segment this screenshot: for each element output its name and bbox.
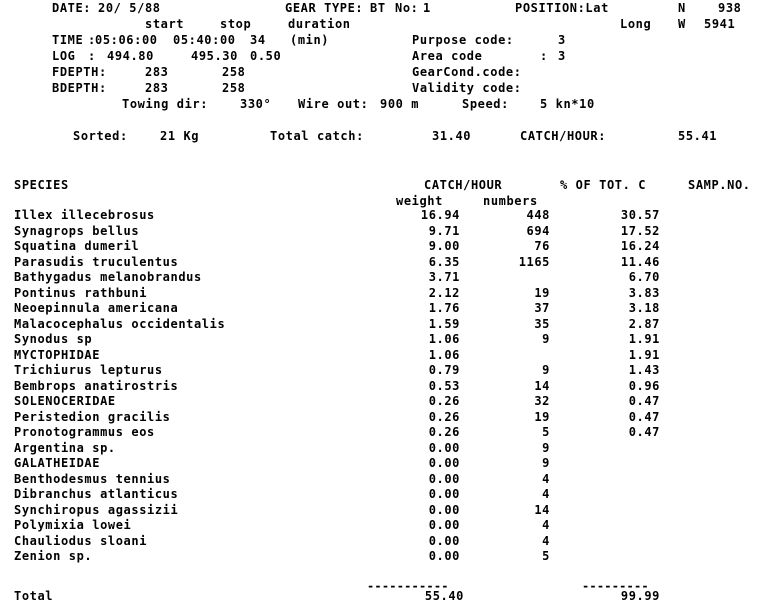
species-name: Chauliodus sloani <box>14 534 148 548</box>
species-numbers: 76 <box>534 239 550 253</box>
total-weight: 55.40 <box>424 589 464 603</box>
species-weight: 0.00 <box>428 487 460 501</box>
species-name: Synagrops bellus <box>14 224 140 238</box>
species-name: Parasudis truculentus <box>14 255 179 269</box>
no-value: 1 <box>423 1 431 15</box>
species-name: Synchiropus agassizii <box>14 503 179 517</box>
species-weight: 3.71 <box>428 270 460 284</box>
log-duration: 0.50 <box>250 49 282 63</box>
species-weight: 0.00 <box>428 549 460 563</box>
species-numbers: 14 <box>534 379 550 393</box>
species-pct: 11.46 <box>620 255 660 269</box>
weight-header: weight <box>396 194 443 208</box>
time-duration: 34 <box>250 33 266 47</box>
gearcond-label: GearCond.code: <box>412 65 522 79</box>
col-stop-header: stop <box>220 17 252 31</box>
species-numbers: 4 <box>542 518 550 532</box>
total-catch-label: Total catch: <box>270 129 364 143</box>
towing-value: 330° <box>240 97 272 111</box>
species-name: Pronotogrammus eos <box>14 425 155 439</box>
catch-hour-label: CATCH/HOUR: <box>520 129 607 143</box>
gear-type-label: GEAR TYPE: <box>285 1 364 15</box>
species-weight: 0.26 <box>428 410 460 424</box>
species-pct: 0.47 <box>628 394 660 408</box>
purpose-value: 3 <box>558 33 566 47</box>
species-pct: 16.24 <box>620 239 660 253</box>
log-colon: : <box>88 49 96 63</box>
species-name: Pontinus rathbuni <box>14 286 148 300</box>
species-weight: 0.00 <box>428 441 460 455</box>
species-weight: 1.76 <box>428 301 460 315</box>
samp-header: SAMP.NO. <box>688 178 751 192</box>
species-name: SOLENOCERIDAE <box>14 394 116 408</box>
species-pct: 1.43 <box>628 363 660 377</box>
species-weight: 0.26 <box>428 425 460 439</box>
species-numbers: 9 <box>542 332 550 346</box>
lat-dir: N <box>678 1 686 15</box>
position-label: POSITION:Lat <box>515 1 609 15</box>
species-name: Synodus sp <box>14 332 93 346</box>
log-stop: 495.30 <box>191 49 238 63</box>
species-numbers: 9 <box>542 456 550 470</box>
species-numbers: 9 <box>542 363 550 377</box>
species-numbers: 14 <box>534 503 550 517</box>
sorted-value: 21 Kg <box>160 129 200 143</box>
species-weight: 6.35 <box>428 255 460 269</box>
species-pct: 0.47 <box>628 425 660 439</box>
species-weight: 0.00 <box>428 472 460 486</box>
species-name: GALATHEIDAE <box>14 456 101 470</box>
separator-weight: ----------- <box>367 579 449 593</box>
bdepth-stop: 258 <box>222 81 246 95</box>
species-pct: 1.91 <box>628 348 660 362</box>
species-weight: 0.26 <box>428 394 460 408</box>
species-pct: 3.83 <box>628 286 660 300</box>
towing-label: Towing dir: <box>122 97 209 111</box>
species-numbers: 5 <box>542 549 550 563</box>
species-name: Argentina sp. <box>14 441 116 455</box>
catch-hour-value: 55.41 <box>678 129 718 143</box>
time-start: 05:06:00 <box>95 33 158 47</box>
col-duration-header: duration <box>288 17 351 31</box>
species-numbers: 19 <box>534 410 550 424</box>
species-weight: 1.06 <box>428 332 460 346</box>
species-name: Neoepinnula americana <box>14 301 179 315</box>
species-numbers: 4 <box>542 472 550 486</box>
time-stop: 05:40:00 <box>173 33 236 47</box>
species-numbers: 448 <box>526 208 550 222</box>
species-weight: 1.06 <box>428 348 460 362</box>
lat-value: 938 <box>718 1 742 15</box>
species-weight: 16.94 <box>420 208 460 222</box>
species-name: Malacocephalus occidentalis <box>14 317 226 331</box>
species-weight: 0.00 <box>428 456 460 470</box>
date-label: DATE: <box>52 1 92 15</box>
species-pct: 1.91 <box>628 332 660 346</box>
species-weight: 0.00 <box>428 534 460 548</box>
species-weight: 9.71 <box>428 224 460 238</box>
time-colon: : <box>88 33 96 47</box>
species-pct: 0.96 <box>628 379 660 393</box>
species-name: MYCTOPHIDAE <box>14 348 101 362</box>
species-pct: 3.18 <box>628 301 660 315</box>
species-name: Polymixia lowei <box>14 518 132 532</box>
gear-type-value: BT <box>370 1 386 15</box>
log-label: LOG <box>52 49 76 63</box>
species-numbers: 694 <box>526 224 550 238</box>
bdepth-start: 283 <box>145 81 169 95</box>
species-numbers: 32 <box>534 394 550 408</box>
species-name: Bembrops anatirostris <box>14 379 179 393</box>
species-weight: 1.59 <box>428 317 460 331</box>
sorted-label: Sorted: <box>73 129 128 143</box>
species-name: Squatina dumeril <box>14 239 140 253</box>
species-numbers: 1165 <box>518 255 550 269</box>
wire-label: Wire out: <box>298 97 369 111</box>
species-numbers: 35 <box>534 317 550 331</box>
species-name: Bathygadus melanobrandus <box>14 270 202 284</box>
species-pct: 0.47 <box>628 410 660 424</box>
species-weight: 2.12 <box>428 286 460 300</box>
purpose-label: Purpose code: <box>412 33 514 47</box>
fdepth-start: 283 <box>145 65 169 79</box>
catch-hour-header: CATCH/HOUR <box>424 178 503 192</box>
time-label: TIME <box>52 33 84 47</box>
area-colon: : <box>540 49 548 63</box>
speed-label: Speed: <box>462 97 509 111</box>
total-pct: 99.99 <box>620 589 660 603</box>
log-start: 494.80 <box>107 49 154 63</box>
species-pct: 30.57 <box>620 208 660 222</box>
species-weight: 0.00 <box>428 503 460 517</box>
pct-header: % OF TOT. C <box>560 178 647 192</box>
species-weight: 0.53 <box>428 379 460 393</box>
col-start-header: start <box>145 17 185 31</box>
species-name: Dibranchus atlanticus <box>14 487 179 501</box>
no-label: No: <box>395 1 419 15</box>
species-numbers: 9 <box>542 441 550 455</box>
species-numbers: 5 <box>542 425 550 439</box>
species-weight: 0.79 <box>428 363 460 377</box>
species-pct: 2.87 <box>628 317 660 331</box>
area-label: Area code <box>412 49 483 63</box>
long-value: 5941 <box>704 17 736 31</box>
date-value: 20/ 5/88 <box>98 1 161 15</box>
species-numbers: 4 <box>542 487 550 501</box>
speed-value: 5 kn*10 <box>540 97 595 111</box>
species-header: SPECIES <box>14 178 69 192</box>
total-catch-value: 31.40 <box>432 129 472 143</box>
fdepth-label: FDEPTH: <box>52 65 107 79</box>
species-numbers: 37 <box>534 301 550 315</box>
numbers-header: numbers <box>483 194 538 208</box>
species-pct: 6.70 <box>628 270 660 284</box>
time-unit: (min) <box>290 33 330 47</box>
separator-pct: --------- <box>582 579 649 593</box>
long-label: Long <box>620 17 652 31</box>
total-label: Total <box>14 589 54 603</box>
species-weight: 9.00 <box>428 239 460 253</box>
species-name: Illex illecebrosus <box>14 208 155 222</box>
wire-value: 900 m <box>380 97 420 111</box>
species-numbers: 19 <box>534 286 550 300</box>
species-name: Peristedion gracilis <box>14 410 171 424</box>
species-numbers: 4 <box>542 534 550 548</box>
species-weight: 0.00 <box>428 518 460 532</box>
species-name: Zenion sp. <box>14 549 93 563</box>
species-name: Benthodesmus tennius <box>14 472 171 486</box>
fdepth-stop: 258 <box>222 65 246 79</box>
bdepth-label: BDEPTH: <box>52 81 107 95</box>
species-name: Trichiurus lepturus <box>14 363 163 377</box>
validity-label: Validity code: <box>412 81 522 95</box>
long-dir: W <box>678 17 686 31</box>
area-value: 3 <box>558 49 566 63</box>
species-pct: 17.52 <box>620 224 660 238</box>
